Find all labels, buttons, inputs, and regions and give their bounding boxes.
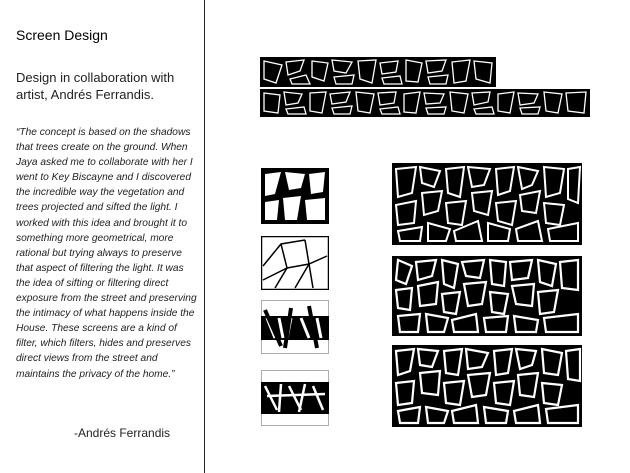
screen-detail-3 xyxy=(261,300,329,354)
screen-images-area xyxy=(205,0,630,473)
screen-panel-large-3 xyxy=(392,345,582,427)
screen-panel-large-1 xyxy=(392,163,582,245)
screen-detail-4 xyxy=(261,370,329,426)
screen-strip-bottom xyxy=(260,89,590,117)
screen-panel-large-2 xyxy=(392,256,582,336)
text-column xyxy=(0,0,204,473)
quote-attribution: -Andrés Ferrandis xyxy=(74,426,171,440)
screen-detail-2 xyxy=(261,236,329,290)
page-title: Screen Design xyxy=(16,27,108,43)
artist-quote: “The concept is based on the shadows that trees create on the ground. When Jaya asked me to collaborate with her I went to Key Biscayne and I discovered the incredible way the vegetation and trees projected and sifted the light. I worked with this idea and brought it to something more geometrical, more rational but trying always to preserve that aspect of filtering the light. It was the idea of sifting or filtering direct exposure from the street and preserving the intimacy of what happens inside the House. These screens are a kind of filter, which filters, hides and preserves direct views from the street and maintains the privacy of the home.” xyxy=(16,127,197,380)
screen-strip-top xyxy=(260,57,496,87)
intro-text: Design in collaboration with artist, Andrés Ferrandis. xyxy=(16,70,175,102)
screen-detail-1 xyxy=(261,168,329,224)
